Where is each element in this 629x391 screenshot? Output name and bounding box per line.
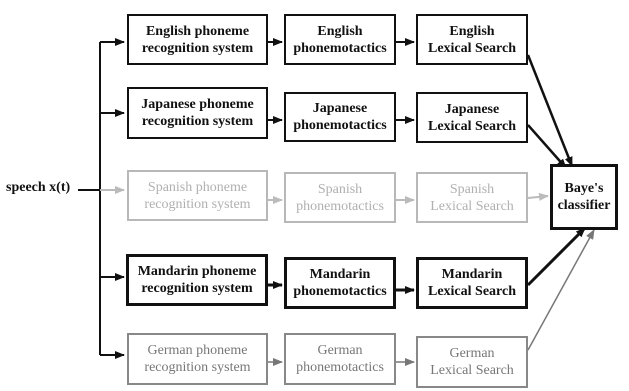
edge-japanese-classifier <box>528 125 566 168</box>
spanish-lexical-box: Spanish Lexical Search <box>416 172 528 223</box>
english-lexical-box: English Lexical Search <box>416 14 528 65</box>
english-recognizer-box: English phoneme recognition system <box>127 14 268 65</box>
english-phonotactics-box: English phonemotactics <box>284 14 396 65</box>
german-recognizer-box: German phoneme recognition system <box>127 333 268 385</box>
edge-spanish-classifier <box>528 196 548 198</box>
german-lexical-box: German Lexical Search <box>416 336 528 388</box>
bayes-classifier-box: Baye's classifier <box>550 164 618 230</box>
edge-german-classifier <box>528 230 594 350</box>
japanese-phonotactics-box: Japanese phonemotactics <box>284 92 396 142</box>
spanish-phonotactics-box: Spanish phonemotactics <box>284 172 396 223</box>
mandarin-recognizer-box: Mandarin phoneme recognition system <box>126 254 268 306</box>
mandarin-lexical-box: Mandarin Lexical Search <box>416 257 528 309</box>
mandarin-phonotactics-box: Mandarin phonemotactics <box>284 257 396 309</box>
speech-input-label: speech x(t) <box>6 180 71 195</box>
spanish-recognizer-box: Spanish phoneme recognition system <box>127 170 268 221</box>
japanese-recognizer-box: Japanese phoneme recognition system <box>127 87 268 139</box>
german-phonotactics-box: German phonemotactics <box>284 333 396 385</box>
japanese-lexical-box: Japanese Lexical Search <box>416 92 528 143</box>
edge-mandarin-classifier <box>528 228 585 285</box>
